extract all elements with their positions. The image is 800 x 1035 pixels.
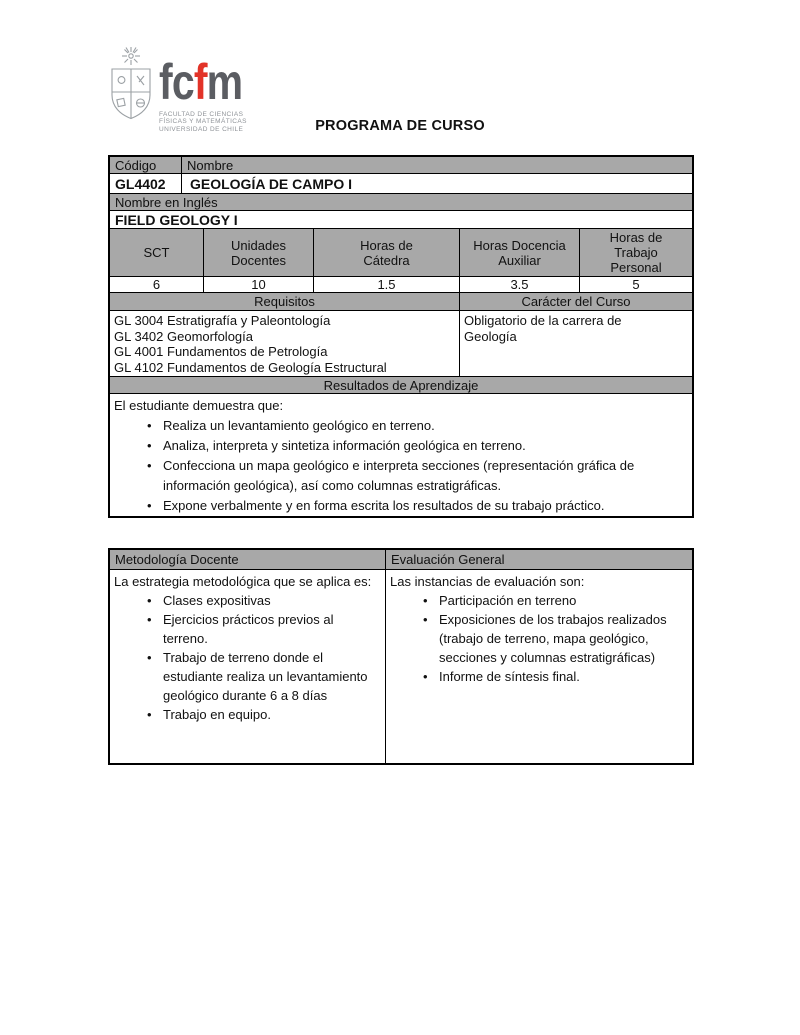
horas-docencia-auxiliar-header-cell: Horas Docencia Auxiliar — [460, 229, 580, 276]
resultados-header-cell: Resultados de Aprendizaje — [323, 377, 479, 393]
english-name-value-row — [110, 211, 692, 229]
horas-catedra-header-cell: Horas de Cátedra — [314, 229, 460, 276]
wordmark-f-red: f — [193, 54, 207, 110]
resultados-bullet-list — [114, 416, 688, 516]
resultados-content — [110, 394, 692, 516]
logo-wordmark — [159, 56, 242, 108]
codigo-header-cell: Código — [110, 157, 182, 173]
metodologia-intro: La estrategia metodológica que se aplica es: — [114, 574, 372, 589]
nombre-ingles-header-cell: Nombre en Inglés — [115, 194, 218, 210]
resultado-item: • Analiza, interpreta y sintetiza información geológica en terreno. — [114, 436, 688, 456]
horas-trabajo-personal-value: 5 — [632, 277, 640, 292]
code-name-value-row — [110, 174, 692, 194]
unidades-docentes-value: 10 — [204, 277, 314, 292]
resultado-item: • Realiza un levantamiento geológico en terreno. — [114, 416, 688, 436]
requisitos-caracter-body-row — [110, 311, 692, 377]
wordmark-fc: fc — [159, 54, 194, 110]
resultados-body-row — [110, 394, 692, 516]
metodologia-item: • Clases expositivas — [114, 591, 379, 610]
requisito-item: GL 3402 Geomorfología — [114, 328, 253, 344]
code-name-header-row — [110, 157, 692, 174]
horas-catedra-value: 1.5 — [314, 277, 460, 292]
logo-subtext-line: FACULTAD DE CIENCIAS — [159, 111, 244, 118]
evaluacion-item: • Participación en terreno — [390, 591, 686, 610]
codigo-value: GL4402 — [110, 174, 182, 193]
evaluacion-item: • Exposiciones de los trabajos realizados (trabajo de terreno, mapa geológico, secciones y columnas estratigráficas) — [390, 610, 686, 667]
evaluacion-bullet-list — [390, 591, 686, 686]
metodologia-item: • Trabajo en equipo. — [114, 705, 379, 724]
unidades-docentes-header-cell: Unidades Docentes — [204, 229, 314, 276]
nombre-header-cell: Nombre — [187, 157, 234, 173]
evaluacion-item: • Informe de síntesis final. — [390, 667, 686, 686]
metodologia-item: • Trabajo de terreno donde el estudiante realiza un levantamiento geológico durante 6 a 8 días — [114, 648, 379, 705]
resultados-intro: El estudiante demuestra que: — [114, 398, 284, 413]
methodology-evaluation-table — [108, 548, 694, 765]
evaluacion-intro: Las instancias de evaluación son: — [390, 574, 585, 589]
logo-subtext-line: FÍSICAS Y MATEMÁTICAS — [159, 118, 247, 126]
resultado-item: • Expone verbalmente y en forma escrita los resultados de su trabajo práctico. — [114, 496, 688, 516]
methodology-evaluation-body-row — [110, 570, 692, 763]
requisitos-list — [110, 311, 460, 376]
english-name-header-row — [110, 194, 692, 211]
metodologia-header-cell: Metodología Docente — [110, 550, 386, 569]
caracter-header-cell: Carácter del Curso — [521, 294, 631, 309]
sct-header-cell: SCT — [110, 229, 204, 276]
horas-trabajo-personal-header-cell: Horas de Trabajo Personal — [609, 230, 663, 275]
requisito-item: GL 4102 Fundamentos de Geología Estructural — [114, 359, 387, 375]
horas-docencia-auxiliar-value: 3.5 — [460, 277, 580, 292]
logo-subtext-line: UNIVERSIDAD DE CHILE — [159, 125, 244, 133]
metodologia-item: • Ejercicios prácticos previos al terreno. — [114, 610, 379, 648]
course-info-table — [108, 155, 694, 518]
requisito-item: GL 4001 Fundamentos de Petrología — [114, 344, 328, 359]
nombre-ingles-value: FIELD GEOLOGY I — [115, 211, 238, 228]
page-title: PROGRAMA DE CURSO — [315, 118, 485, 134]
university-crest-icon — [106, 46, 156, 122]
sct-value: 6 — [110, 277, 204, 292]
metodologia-content — [110, 570, 386, 763]
resultado-item: • Confecciona un mapa geológico e interpreta secciones (representación gráfica de información geológica), así como columnas estratigráficas. — [114, 456, 688, 496]
hours-header-row — [110, 229, 692, 277]
evaluacion-header-cell: Evaluación General — [391, 552, 505, 567]
nombre-value: GEOLOGÍA DE CAMPO I — [190, 175, 353, 192]
evaluacion-content — [386, 570, 692, 763]
wordmark-m: m — [206, 54, 243, 110]
requisitos-caracter-header-row — [110, 293, 692, 311]
hours-values-row — [110, 277, 692, 293]
methodology-evaluation-header-row — [110, 550, 692, 570]
caracter-value: Obligatorio de la carrera de Geología — [464, 313, 622, 344]
resultados-header-row — [110, 377, 692, 394]
metodologia-bullet-list — [114, 591, 379, 724]
requisito-item: GL 3004 Estratigrafía y Paleontología — [114, 313, 331, 328]
requisitos-header-cell: Requisitos — [110, 293, 460, 310]
